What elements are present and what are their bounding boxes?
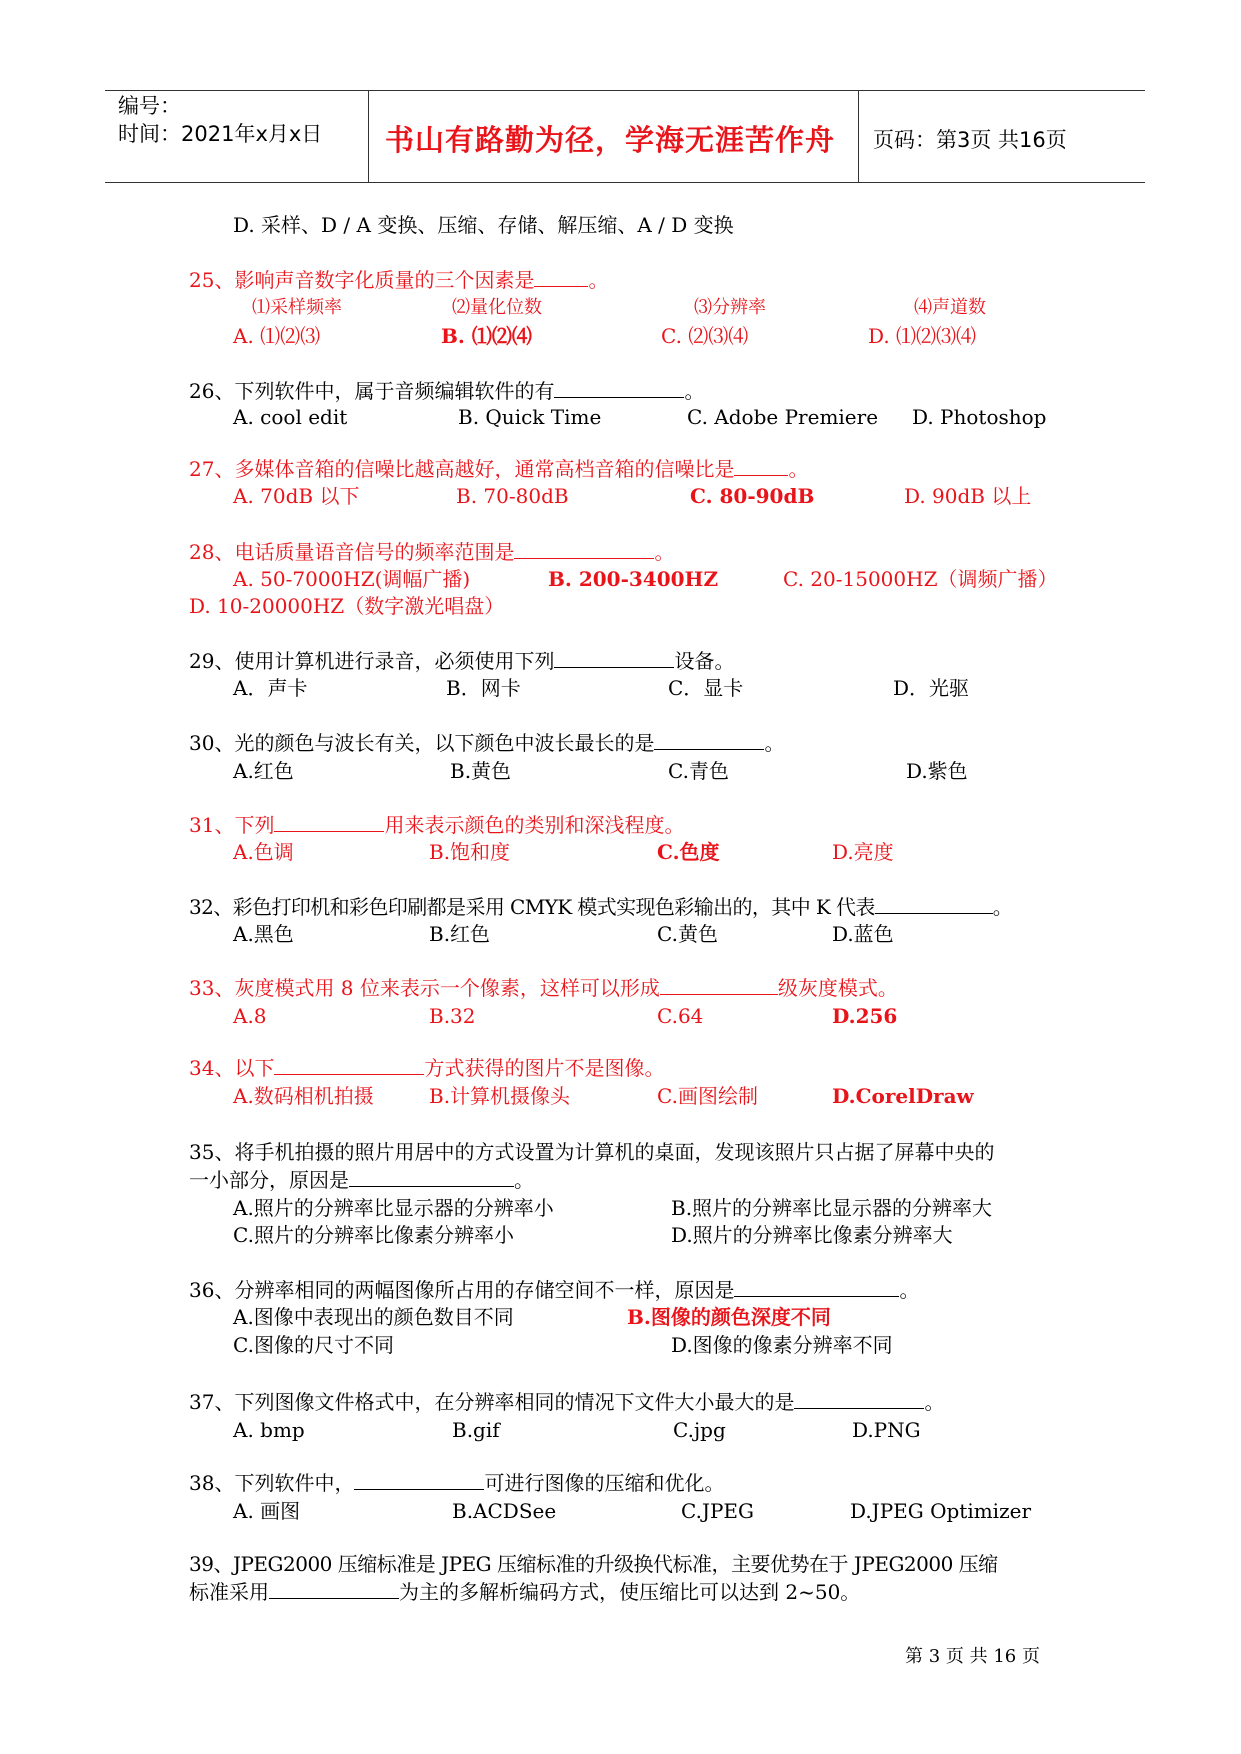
q33-option-b: B.32 [429, 1004, 476, 1028]
q26-option-a: A. cool edit [233, 405, 348, 429]
header-divider-left [368, 90, 369, 183]
q27-option-d: D. 90dB 以上 [904, 484, 1032, 508]
footer-page-label: 第 3 页 共 16 页 [905, 1646, 1040, 1667]
q37-option-b: B.gif [452, 1418, 500, 1442]
q24-option-d: D. 采样、D / A 变换、压缩、存储、解压缩、A / D 变换 [233, 213, 734, 237]
header-motto: 书山有路勤为径，学海无涯苦作舟 [384, 123, 835, 157]
q25-option-d: D. ⑴⑵⑶⑷ [868, 324, 977, 348]
q25-factor-2: ⑵量化位数 [452, 297, 542, 318]
q25-factor-1: ⑴采样频率 [252, 297, 342, 318]
header-number-label: 编号： [118, 94, 181, 118]
q37-stem: 37、下列图像文件格式中，在分辨率相同的情况下文件大小最大的是 。 [189, 1390, 945, 1414]
q32-option-a: A.黑色 [233, 922, 294, 946]
q36-option-c: C.图像的尺寸不同 [233, 1333, 394, 1357]
q27-option-c: C. 80-90dB [690, 484, 815, 508]
q33-option-c: C.64 [657, 1004, 704, 1028]
header-divider-right [858, 90, 859, 183]
q39-stem-line2: 标准采用 为主的多解析编码方式，使压缩比可以达到 2~50。 [189, 1580, 861, 1604]
q35-option-b: B.照片的分辨率比显示器的分辨率大 [671, 1196, 993, 1220]
q35-stem-line2: 一小部分，原因是 。 [189, 1168, 534, 1192]
q38-option-c: C.JPEG [681, 1499, 754, 1523]
q25-stem: 25、影响声音数字化质量的三个因素是 。 [189, 268, 609, 292]
q39-stem-line1: 39、JPEG2000 压缩标准是 JPEG 压缩标准的升级换代标准，主要优势在于 JPEG2000 压缩 [189, 1552, 998, 1576]
q32-option-d: D.蓝色 [832, 922, 894, 946]
header-bottom-rule [105, 182, 1145, 183]
q31-option-c: C.色度 [657, 840, 720, 864]
q28-stem: 28、电话质量语音信号的频率范围是 。 [189, 540, 675, 564]
q38-option-a: A. 画图 [233, 1499, 301, 1523]
q26-option-d: D. Photoshop [912, 405, 1047, 429]
q34-option-d: D.CorelDraw [832, 1084, 974, 1108]
q32-option-c: C.黄色 [657, 922, 718, 946]
q29-option-b: B．网卡 [446, 676, 521, 700]
q29-option-d: D．光驱 [893, 676, 970, 700]
q38-option-d: D.JPEG Optimizer [850, 1499, 1032, 1523]
q36-option-b: B.图像的颜色深度不同 [627, 1305, 831, 1329]
q31-stem: 31、下列 用来表示颜色的类别和深浅程度。 [189, 813, 685, 837]
q34-option-a: A.数码相机拍摄 [233, 1084, 374, 1108]
q30-option-c: C.青色 [668, 759, 729, 783]
q31-option-b: B.饱和度 [429, 840, 511, 864]
q33-option-a: A.8 [233, 1004, 267, 1028]
q32-stem: 32、彩色打印机和彩色印刷都是采用 CMYK 模式实现色彩输出的，其中 K 代表 。 [189, 895, 1013, 919]
q35-option-c: C.照片的分辨率比像素分辨率小 [233, 1223, 514, 1247]
q31-option-d: D.亮度 [832, 840, 894, 864]
q37-option-d: D.PNG [852, 1418, 921, 1442]
q37-option-c: C.jpg [673, 1418, 726, 1442]
q35-option-a: A.照片的分辨率比显示器的分辨率小 [233, 1196, 554, 1220]
q30-option-b: B.黄色 [450, 759, 512, 783]
q33-option-d: D.256 [832, 1004, 898, 1028]
q29-stem: 29、使用计算机进行录音，必须使用下列 设备。 [189, 649, 735, 673]
q27-option-a: A. 70dB 以下 [233, 484, 360, 508]
q28-option-c: C. 20-15000HZ（调频广播） [783, 567, 1058, 591]
q34-stem: 34、以下 方式获得的图片不是图像。 [189, 1056, 665, 1080]
q30-option-a: A.红色 [233, 759, 294, 783]
q36-option-d: D.图像的像素分辨率不同 [671, 1333, 893, 1357]
q30-option-d: D.紫色 [906, 759, 968, 783]
q27-option-b: B. 70-80dB [456, 484, 569, 508]
header-time-label: 时间：2021年x月x日 [118, 122, 323, 146]
q25-option-c: C. ⑵⑶⑷ [661, 324, 749, 348]
q33-stem: 33、灰度模式用 8 位来表示一个像素，这样可以形成 级灰度模式。 [189, 976, 898, 1000]
q26-option-c: C. Adobe Premiere [687, 405, 879, 429]
q29-option-c: C．显卡 [668, 676, 744, 700]
q32-option-b: B.红色 [429, 922, 491, 946]
q31-option-a: A.色调 [233, 840, 294, 864]
q25-option-b: B. ⑴⑵⑷ [441, 324, 532, 348]
q36-option-a: A.图像中表现出的颜色数目不同 [233, 1305, 514, 1329]
header-top-rule [105, 90, 1145, 91]
q25-option-a: A. ⑴⑵⑶ [233, 324, 321, 348]
q35-option-d: D.照片的分辨率比像素分辨率大 [671, 1223, 953, 1247]
q34-option-c: C.画图绘制 [657, 1084, 758, 1108]
q34-option-b: B.计算机摄像头 [429, 1084, 571, 1108]
q37-option-a: A. bmp [233, 1418, 305, 1442]
q26-stem: 26、下列软件中，属于音频编辑软件的有 。 [189, 379, 705, 403]
q35-stem-line1: 35、将手机拍摄的照片用居中的方式设置为计算机的桌面，发现该照片只占据了屏幕中央的 [189, 1140, 995, 1164]
q38-option-b: B.ACDSee [452, 1499, 557, 1523]
q28-option-a: A. 50-7000HZ(调幅广播) [233, 567, 471, 591]
q25-factor-3: ⑶分辨率 [694, 297, 766, 318]
q36-stem: 36、分辨率相同的两幅图像所占用的存储空间不一样，原因是 。 [189, 1278, 920, 1302]
q26-option-b: B. Quick Time [458, 405, 602, 429]
q25-factor-4: ⑷声道数 [914, 297, 986, 318]
q38-stem: 38、下列软件中， 可进行图像的压缩和优化。 [189, 1471, 725, 1495]
q27-stem: 27、多媒体音箱的信噪比越高越好，通常高档音箱的信噪比是 。 [189, 457, 809, 481]
header-page-label: 页码：第3页 共16页 [873, 128, 1067, 152]
q28-option-b: B. 200-3400HZ [548, 567, 719, 591]
q30-stem: 30、光的颜色与波长有关，以下颜色中波长最长的是 。 [189, 731, 785, 755]
q28-option-d: D. 10-20000HZ（数字激光唱盘） [189, 594, 505, 618]
q29-option-a: A．声卡 [233, 676, 308, 700]
